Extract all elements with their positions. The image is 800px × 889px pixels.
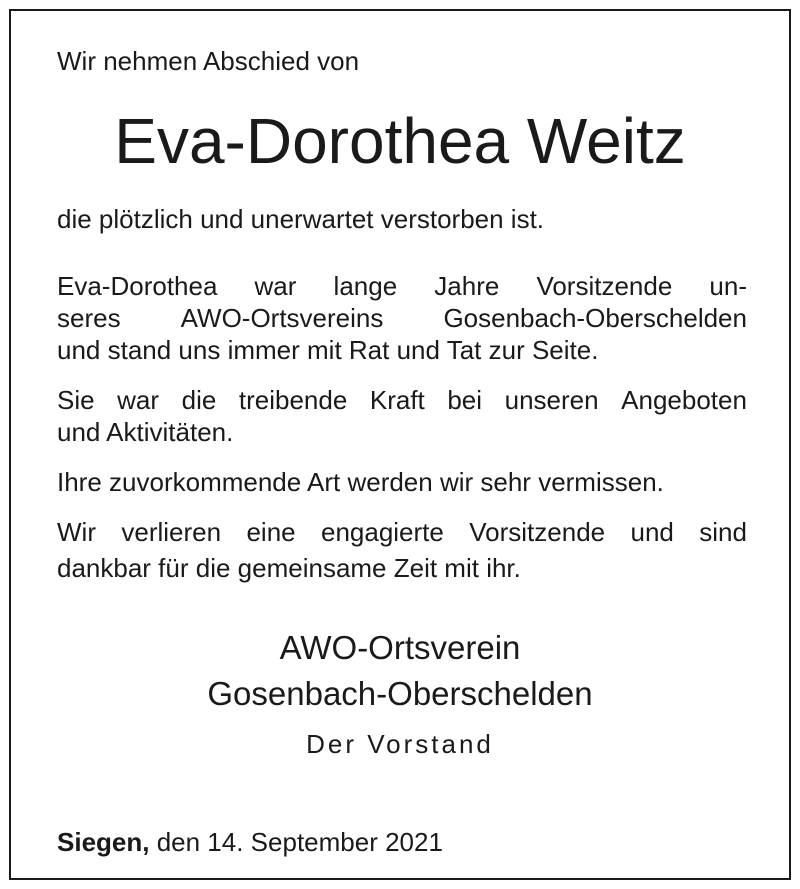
word: war — [254, 271, 297, 301]
word: und — [630, 517, 674, 547]
board-signature: Der Vorstand — [306, 729, 494, 759]
word: eine — [246, 517, 296, 547]
place: Siegen, — [57, 827, 150, 857]
word: lange — [333, 271, 398, 301]
word: Eva-Dorothea — [57, 271, 218, 301]
paragraph-1-line-3: und stand uns immer mit Rat und Tat zur Seite. — [57, 335, 599, 365]
paragraph-2-line-2: und Aktivitäten. — [57, 417, 234, 447]
place-and-date — [57, 826, 443, 858]
word: Kraft — [369, 385, 425, 415]
word: Jahre — [434, 271, 500, 301]
word: Gosenbach-Oberschelden — [443, 303, 747, 333]
paragraph-2-line-1 — [57, 384, 747, 416]
word: verlieren — [121, 517, 222, 547]
word: sind — [699, 517, 747, 547]
deceased-name: Eva-Dorothea Weitz — [114, 105, 686, 177]
paragraph-1-line-1 — [57, 270, 747, 302]
word: un- — [709, 271, 747, 301]
paragraph-1-line-2 — [57, 302, 747, 334]
obituary-frame — [9, 9, 791, 880]
organization-name-line-2: Gosenbach-Oberschelden — [207, 675, 593, 712]
subtitle-text: die plötzlich und unerwartet verstorben ist. — [57, 204, 545, 234]
word: Vorsitzende — [469, 517, 606, 547]
word: Wir — [57, 517, 96, 547]
word: die — [181, 385, 217, 415]
word: AWO-Ortsvereins — [180, 303, 384, 333]
word: unseren — [504, 385, 599, 415]
word: war — [117, 385, 160, 415]
word: Vorsitzende — [536, 271, 673, 301]
word: treibende — [238, 385, 348, 415]
paragraph-4-line-2: dankbar für die gemeinsame Zeit mit ihr. — [57, 553, 521, 583]
word: bei — [447, 385, 483, 415]
word: Angeboten — [621, 385, 747, 415]
paragraph-3-line-1: Ihre zuvorkommende Art werden wir sehr vermissen. — [57, 467, 664, 497]
paragraph-4-line-1 — [57, 516, 747, 548]
organization-name-line-1: AWO-Ortsverein — [279, 629, 521, 666]
word: Sie — [57, 385, 95, 415]
word: seres — [57, 303, 121, 333]
word: engagierte — [320, 517, 444, 547]
intro-text: Wir nehmen Abschied von — [57, 46, 360, 76]
date: den 14. September 2021 — [149, 827, 443, 857]
